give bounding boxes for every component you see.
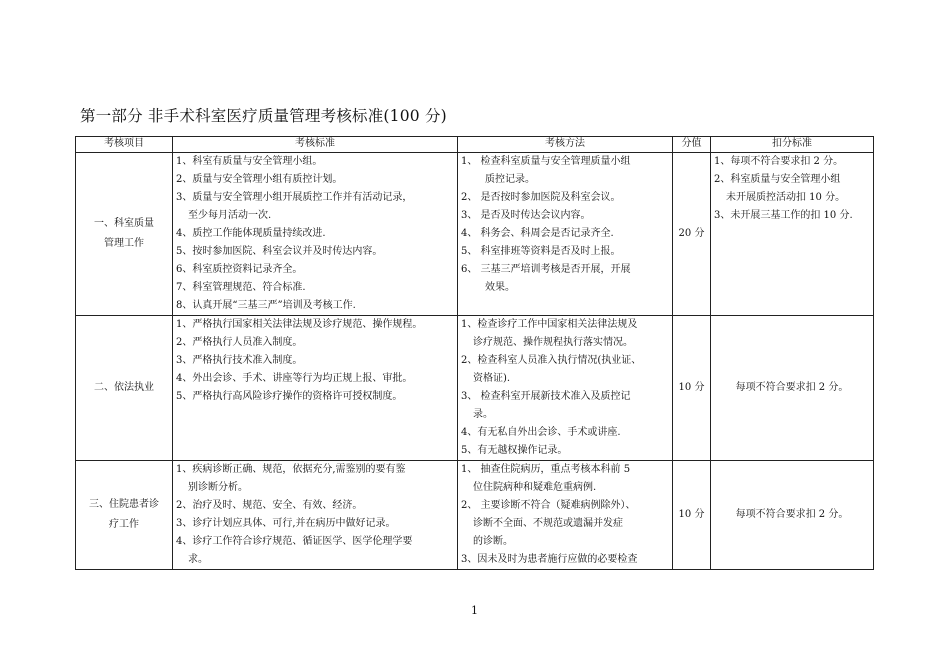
method-item: 6、 三基三严培训考核是否开展，开展: [461, 264, 631, 275]
page-number: 1: [471, 604, 478, 617]
assessment-table: [75, 136, 874, 570]
method-item: 效果。: [485, 282, 515, 293]
method-cell: [458, 461, 673, 570]
method-item: 3、 检查科室开展新技术准入及质控记: [461, 391, 631, 402]
standard-item: 至少每月活动一次.: [188, 210, 272, 221]
method-item: 1、 抽查住院病历，重点考核本科前 5: [461, 464, 631, 475]
method-item: 4、 科务会、科周会是否记录齐全.: [461, 228, 614, 239]
method-item: 诊断不全面、不规范或遗漏并发症: [473, 518, 623, 529]
project-line: 三、住院患者诊: [89, 499, 159, 510]
standard-cell: [173, 461, 458, 570]
table-header-row: [76, 137, 874, 153]
method-item: 诊疗规范、操作规程执行落实情况。: [473, 337, 633, 348]
method-item: 资格证).: [473, 373, 511, 384]
method-item: 的诊断。: [473, 536, 513, 547]
score-cell: 10 分: [673, 461, 711, 570]
header-deduction: 扣分标准: [711, 137, 874, 153]
method-item: 录。: [473, 409, 493, 420]
standard-item: 5、按时参加医院、科室会议并及时传达内容。: [176, 246, 383, 257]
deduction-cell: 每项不符合要求扣 2 分。: [711, 461, 874, 570]
project-cell: [76, 461, 173, 570]
deduction-cell: 每项不符合要求扣 2 分。: [711, 316, 874, 461]
standard-item: 4、外出会诊、手术、讲座等行为均正规上报、审批。: [176, 373, 413, 384]
method-item: 5、有无越权操作记录。: [461, 445, 568, 456]
method-item: 3、 是否及时传达会议内容。: [461, 210, 591, 221]
standard-item: 1、严格执行国家相关法律法规及诊疗规范、操作规程。: [176, 319, 423, 330]
project-cell: [76, 153, 173, 316]
method-item: 1、 检查科室质量与安全管理质量小组: [461, 156, 631, 167]
standard-item: 求。: [188, 554, 208, 565]
standard-item: 4、质控工作能体现质量持续改进.: [176, 228, 326, 239]
method-item: 2、 主要诊断不符合（疑难病例除外）、: [461, 500, 636, 511]
standard-item: 2、严格执行人员准入制度。: [176, 337, 303, 348]
table-row: [76, 461, 874, 570]
deduction-item: 3、未开展三基工作的扣 10 分.: [714, 210, 853, 221]
deduction-item: 1、每项不符合要求扣 2 分。: [714, 156, 844, 167]
standard-item: 别诊断分析。: [188, 482, 248, 493]
project-line: 管理工作: [104, 238, 144, 249]
method-item: 位住院病种和疑难危重病例.: [473, 482, 597, 493]
score-cell: 20 分: [673, 153, 711, 316]
deduction-cell: [711, 153, 874, 316]
table-row: [76, 153, 874, 316]
header-score: 分值: [673, 137, 711, 153]
method-item: 质控记录。: [485, 174, 535, 185]
standard-item: 8、认真开展“三基三严”培训及考核工作.: [176, 300, 356, 311]
deduction-item: 未开展质控活动扣 10 分。: [726, 192, 846, 203]
standard-item: 3、质量与安全管理小组开展质控工作并有活动记录，: [176, 192, 413, 203]
method-cell: [458, 153, 673, 316]
table-row: [76, 316, 874, 461]
standard-item: 4、诊疗工作符合诊疗规范、循证医学、医学伦理学要: [176, 536, 413, 547]
standard-item: 1、疾病诊断正确、规范，依据充分,需鉴别的要有鉴: [176, 464, 406, 475]
standard-cell: [173, 153, 458, 316]
standard-item: 5、严格执行高风险诊疗操作的资格许可授权制度。: [176, 391, 403, 402]
standard-item: 3、严格执行技术准入制度。: [176, 355, 303, 366]
page-title: 第一部分 非手术科室医疗质量管理考核标准(100 分): [80, 107, 447, 125]
method-item: 2、 是否按时参加医院及科室会议。: [461, 192, 621, 203]
header-method: 考核方法: [458, 137, 673, 153]
standard-item: 2、质量与安全管理小组有质控计划。: [176, 174, 343, 185]
header-standard: 考核标准: [173, 137, 458, 153]
standard-item: 2、治疗及时、规范、安全、有效、经济。: [176, 500, 363, 511]
method-item: 5、 科室排班等资料是否及时上报。: [461, 246, 621, 257]
standard-cell: [173, 316, 458, 461]
method-item: 2、检查科室人员准入执行情况(执业证、: [461, 355, 642, 366]
project-line: 疗工作: [109, 519, 139, 530]
method-cell: [458, 316, 673, 461]
score-cell: 10 分: [673, 316, 711, 461]
project-line: 一、科室质量: [94, 218, 154, 229]
header-project: 考核项目: [76, 137, 173, 153]
deduction-item: 2、科室质量与安全管理小组: [714, 174, 841, 185]
project-line: 二、依法执业: [94, 382, 154, 393]
standard-item: 1、科室有质量与安全管理小组。: [176, 156, 323, 167]
method-item: 3、因未及时为患者施行应做的必要检查: [461, 554, 638, 565]
method-item: 4、有无私自外出会诊、手术或讲座.: [461, 427, 621, 438]
project-cell: [76, 316, 173, 461]
standard-item: 6、科室质控资料记录齐全。: [176, 264, 303, 275]
method-item: 1、检查诊疗工作中国家相关法律法规及: [461, 319, 638, 330]
standard-item: 7、科室管理规范、符合标准.: [176, 282, 306, 293]
standard-item: 3、诊疗计划应具体、可行,并在病历中做好记录。: [176, 518, 396, 529]
